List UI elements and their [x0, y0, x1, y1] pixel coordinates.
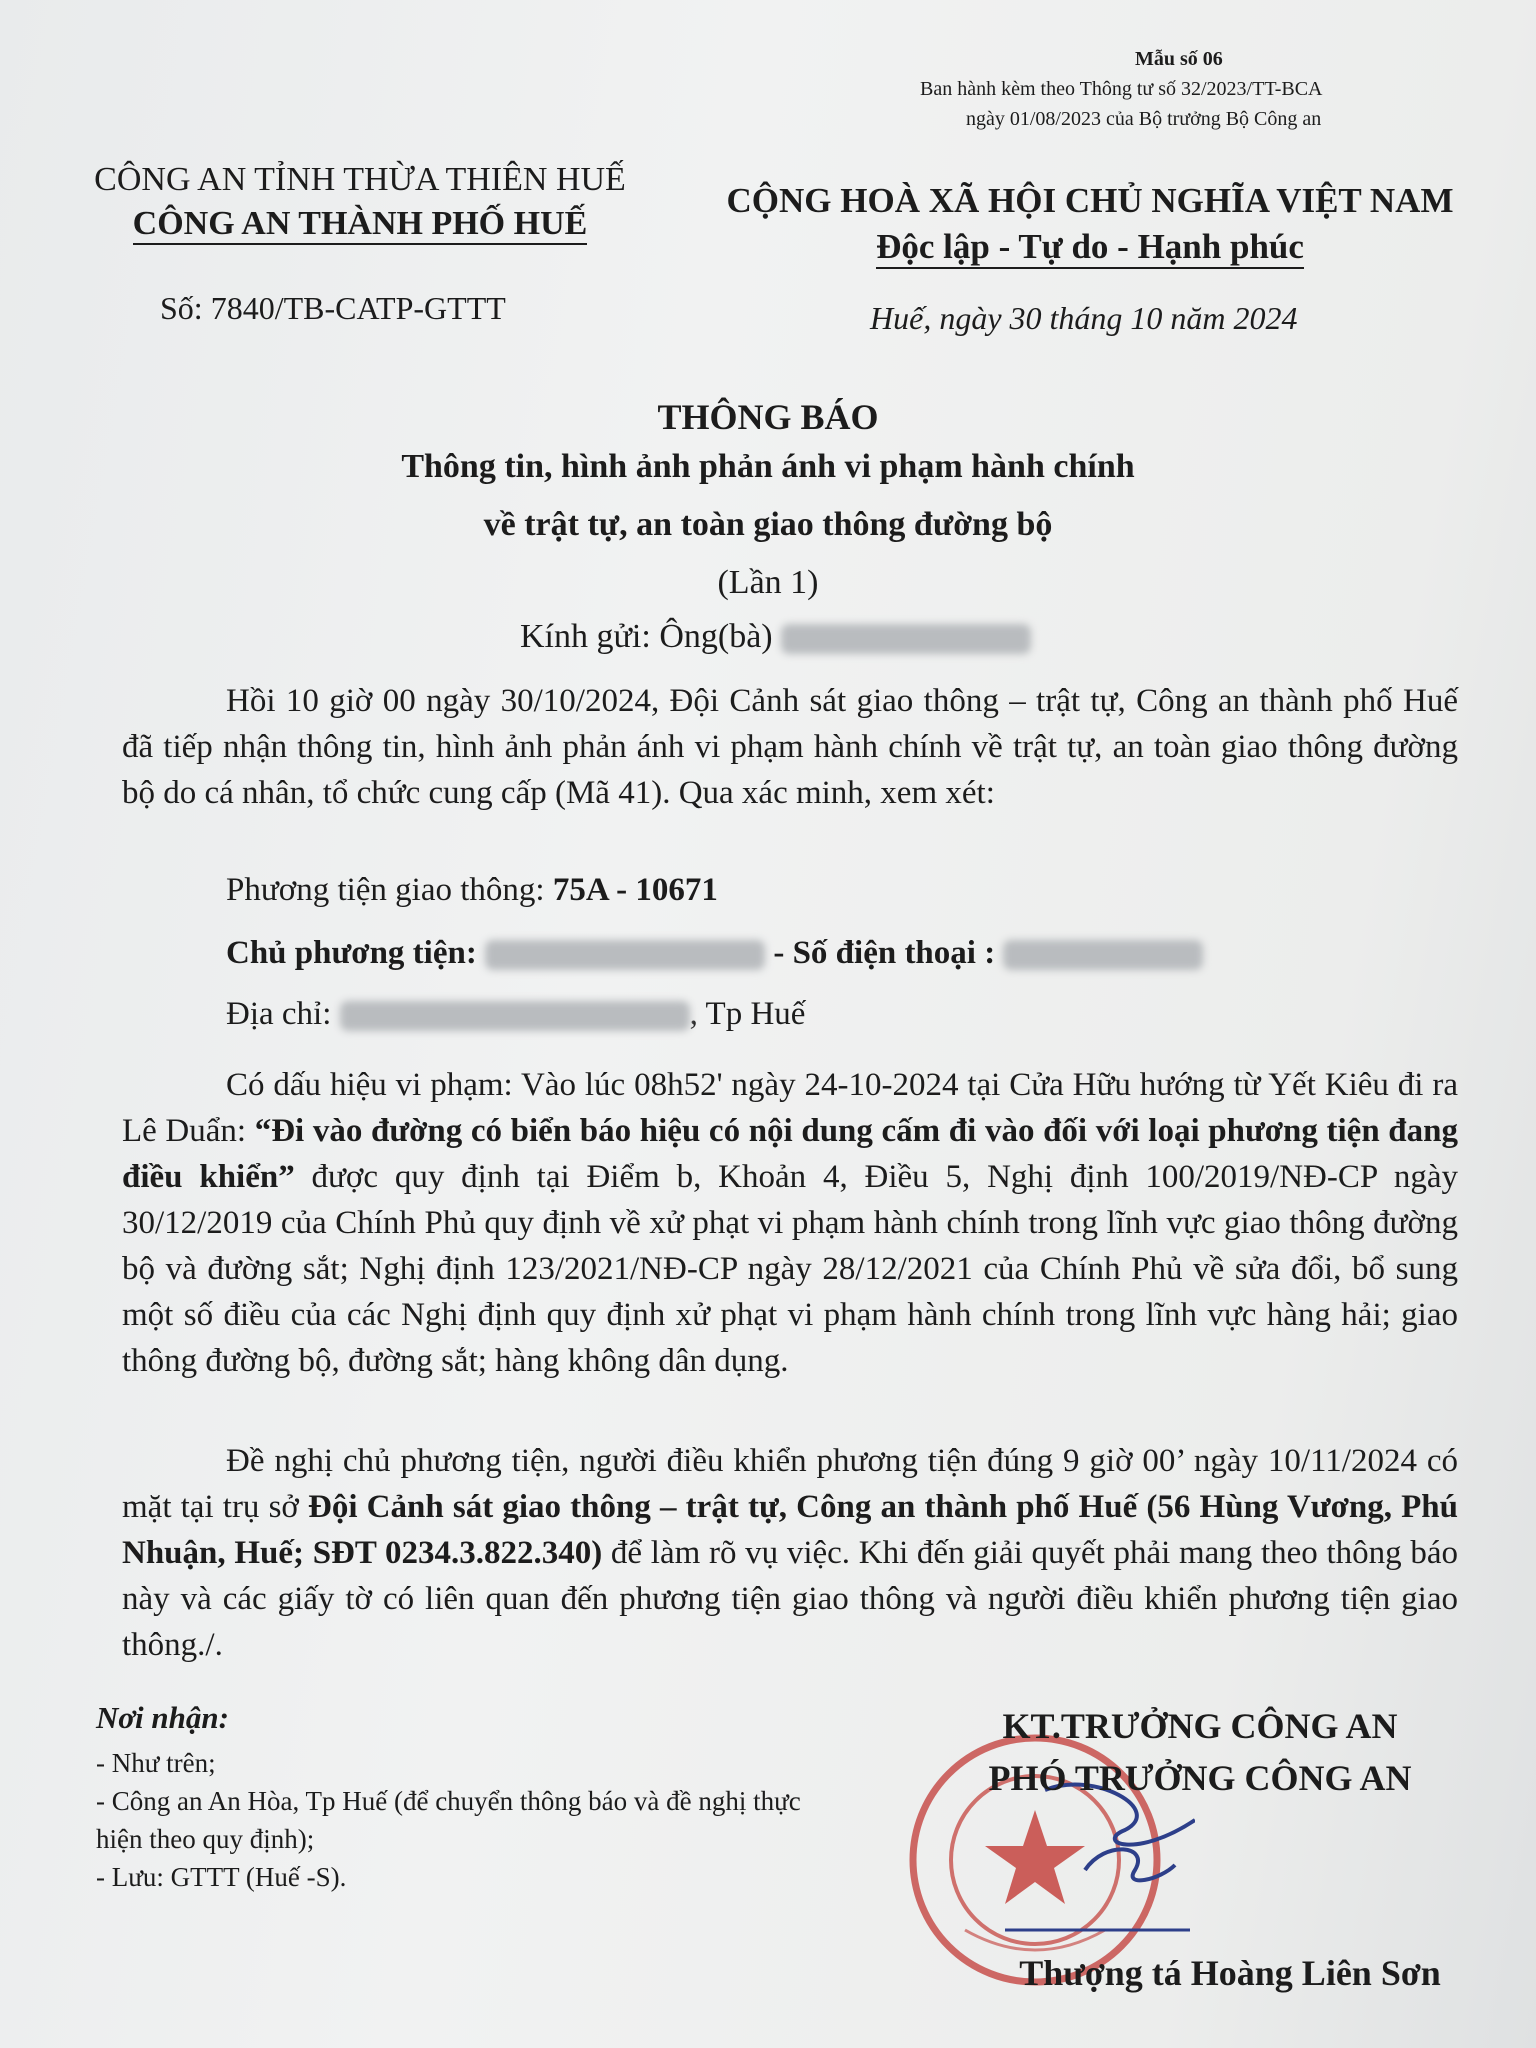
signature-title-2: PHÓ TRƯỞNG CÔNG AN: [988, 1758, 1412, 1798]
agency-parent: CÔNG AN TỈNH THỪA THIÊN HUẾ: [94, 161, 626, 198]
recipient-prefix: Kính gửi: Ông(bà): [520, 618, 773, 655]
redacted-address: [340, 1001, 690, 1031]
recipient-line: [520, 618, 1031, 656]
address-label: Địa chỉ:: [226, 996, 332, 1032]
summons-rest: để làm rõ vụ việc. Khi đến giải quyết phải mang theo thông báo này và các giấy tờ có liên quan đến phương tiện giao thông và người điều khiển phương tiện giao thông./.: [122, 1535, 1459, 1663]
redacted-phone: [1003, 940, 1203, 970]
doc-round: (Lần 1): [717, 564, 819, 601]
form-issued-line2: ngày 01/08/2023 của Bộ trưởng Bộ Công an: [966, 108, 1322, 130]
summons-office: Đội Cảnh sát giao thông – trật tự, Công an thành phố Huế (56 Hùng Vương, Phú Nhuận, Huế; SĐT 0234.3.822.340): [122, 1489, 1458, 1571]
recipients-list: [96, 1744, 836, 1896]
document-number: Số: 7840/TB-CATP-GTTT: [160, 290, 506, 326]
national-name: CỘNG HOÀ XÃ HỘI CHỦ NGHĨA VIỆT NAM: [726, 181, 1454, 220]
paragraph-3: [122, 1438, 1458, 1668]
violation-intro: Có dấu hiệu vi phạm: Vào lúc 08h52' ngày 24-10-2024 tại Cửa Hữu hướng từ Yết Kiêu đi ra Lê Duẩn:: [122, 1067, 1458, 1149]
vehicle-line: [226, 872, 718, 909]
violation-legal-basis: được quy định tại Điểm b, Khoản 4, Điều 5, Nghị định 100/2019/NĐ-CP ngày 30/12/2019 của Chính Phủ quy định về xử phạt vi phạm hành chính trong lĩnh vực giao thông đường bộ và đường sắt; Nghị định 123/2021/NĐ-CP ngày 28/12/2021 của Chính Phủ về sửa đổi, bổ sung một số điều của các Nghị định quy định xử phạt vi phạm hành chính trong lĩnh vực hàng hải; giao thông đường bộ, đường sắt; hàng không dân dụng.: [122, 1159, 1458, 1379]
form-issued-line1: Ban hành kèm theo Thông tư số 32/2023/TT-BCA: [920, 78, 1323, 100]
paragraph-1: Hồi 10 giờ 00 ngày 30/10/2024, Đội Cảnh sát giao thông – trật tự, Công an thành phố Huế đã tiếp nhận thông tin, hình ảnh phản ánh vi phạm hành chính về trật tự, an toàn giao thông đường bộ do cá nhân, tổ chức cung cấp (Mã 41). Qua xác minh, xem xét:: [122, 683, 1458, 811]
redacted-name: [781, 624, 1031, 654]
national-motto: Độc lập - Tự do - Hạnh phúc: [876, 227, 1304, 269]
vehicle-label: Phương tiện giao thông:: [226, 872, 545, 908]
address-line: [226, 996, 805, 1033]
agency-name: CÔNG AN THÀNH PHỐ HUẾ: [133, 205, 588, 245]
owner-line: [226, 935, 1203, 972]
form-number: Mẫu số 06: [1135, 48, 1223, 70]
doc-title: THÔNG BÁO: [657, 397, 879, 437]
signature-block: [920, 1700, 1480, 1804]
doc-subtitle-1: Thông tin, hình ảnh phản ánh vi phạm hành chính: [401, 448, 1135, 485]
doc-subtitle-2: về trật tự, an toàn giao thông đường bộ: [483, 506, 1053, 543]
signature-title-1: KT.TRƯỞNG CÔNG AN: [1002, 1706, 1398, 1746]
summons-intro: Đề nghị chủ phương tiện, người điều khiển phương tiện đúng 9 giờ 00’ ngày 10/11/2024 có mặt tại trụ sở: [122, 1443, 1458, 1525]
address-city: , Tp Huế: [689, 996, 806, 1032]
owner-label: Chủ phương tiện:: [226, 935, 477, 971]
form-reference: [920, 44, 1536, 134]
document-date: Huế, ngày 30 tháng 10 năm 2024: [870, 300, 1298, 336]
violation-text: “Đi vào đường có biển báo hiệu có nội dung cấm đi vào đối với loại phương tiện đang điều khiển”: [122, 1113, 1459, 1195]
vehicle-plate: 75A - 10671: [552, 872, 718, 908]
national-header: [710, 178, 1470, 270]
recipients-heading: Nơi nhận:: [96, 1700, 229, 1735]
recipient-item: - Như trên;: [96, 1748, 216, 1778]
recipient-item: - Công an An Hòa, Tp Huế (để chuyển thông báo và đề nghị thực hiện theo quy định);: [96, 1786, 801, 1854]
recipient-item: - Lưu: GTTT (Huế -S).: [96, 1862, 347, 1892]
redacted-owner: [485, 940, 765, 970]
signer-name: Thượng tá Hoàng Liên Sơn: [1019, 1953, 1441, 1993]
paragraph-2: [122, 1062, 1458, 1384]
agency-header: [40, 158, 680, 246]
phone-label: - Số điện thoại :: [773, 935, 996, 971]
